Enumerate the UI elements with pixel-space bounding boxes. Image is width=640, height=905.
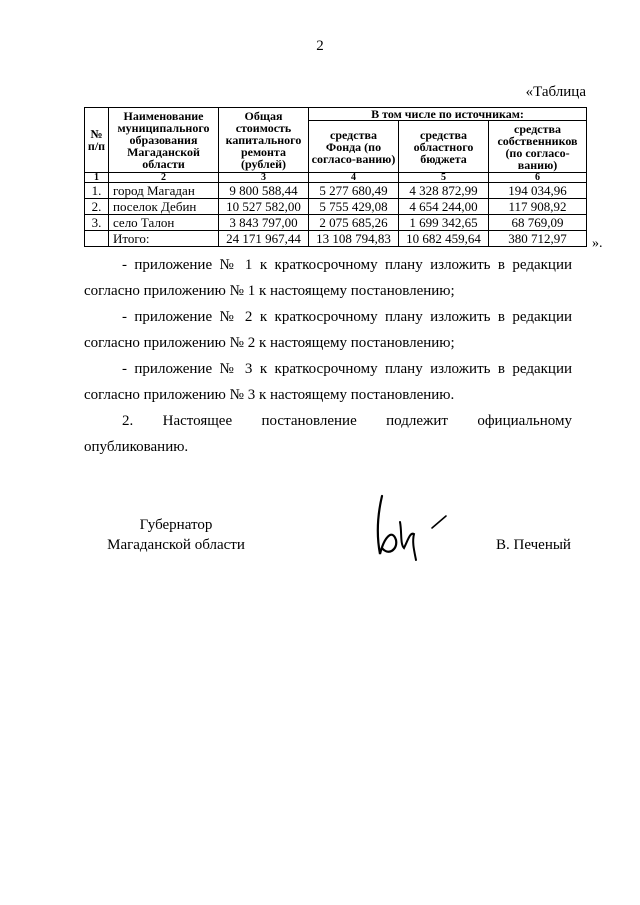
row-name: село Талон [109, 215, 219, 231]
signatory-title-line: Губернатор [139, 517, 213, 533]
funding-table [84, 107, 587, 247]
table-row [85, 183, 587, 199]
page-number: 2 [316, 38, 324, 54]
row-total: 3 843 797,00 [219, 215, 309, 231]
column-number: 1 [85, 173, 109, 183]
paragraph-line: - приложение № 3 к краткосрочному плану изложить в редакции [122, 361, 572, 377]
row-fund: 2 075 685,26 [309, 215, 399, 231]
row-regional: 4 328 872,99 [399, 183, 489, 199]
table-totals-row [85, 231, 587, 247]
totals-empty-cell [85, 231, 109, 247]
paragraph-publication [84, 408, 572, 460]
row-owners: 117 908,92 [489, 199, 587, 215]
totals-label: Итого: [109, 231, 219, 247]
paragraph-line: опубликованию. [84, 439, 189, 455]
row-fund: 5 755 429,08 [309, 199, 399, 215]
column-number: 6 [489, 173, 587, 183]
column-number: 4 [309, 173, 399, 183]
header-num: № п/п [85, 108, 109, 173]
row-num: 2. [85, 199, 109, 215]
table-row [85, 199, 587, 215]
row-name: поселок Дебин [109, 199, 219, 215]
paragraph-appendix-2 [84, 304, 572, 356]
paragraph-line: - приложение № 1 к краткосрочному плану изложить в редакции [122, 257, 572, 273]
header-fund: средства Фонда (по согласо-ванию) [309, 121, 399, 173]
table-close-quote: ». [592, 236, 603, 251]
row-regional: 4 654 244,00 [399, 199, 489, 215]
signatory-name: В. Печеный [496, 537, 571, 553]
row-owners: 68 769,09 [489, 215, 587, 231]
signatory-title-line: Магаданской области [107, 537, 245, 553]
paragraph-line: - приложение № 2 к краткосрочному плану изложить в редакции [122, 309, 572, 325]
totals-fund: 13 108 794,83 [309, 231, 399, 247]
row-total: 10 527 582,00 [219, 199, 309, 215]
row-name: город Магадан [109, 183, 219, 199]
paragraph-line: 2. Настоящее постановление подлежит официальному [122, 413, 572, 429]
totals-regional: 10 682 459,64 [399, 231, 489, 247]
row-owners: 194 034,96 [489, 183, 587, 199]
row-num: 1. [85, 183, 109, 199]
header-total: Общая стоимость капитального ремонта (рублей) [219, 108, 309, 173]
totals-owners: 380 712,97 [489, 231, 587, 247]
column-number-row [85, 173, 587, 183]
row-regional: 1 699 342,65 [399, 215, 489, 231]
row-total: 9 800 588,44 [219, 183, 309, 199]
column-number: 3 [219, 173, 309, 183]
table-header-row [85, 108, 587, 121]
column-number: 5 [399, 173, 489, 183]
handwritten-signature [370, 488, 460, 563]
signatory-title [96, 515, 256, 555]
totals-total: 24 171 967,44 [219, 231, 309, 247]
row-fund: 5 277 680,49 [309, 183, 399, 199]
paragraph-line: согласно приложению № 1 к настоящему постановлению; [84, 283, 455, 299]
paragraph-appendix-1 [84, 252, 572, 304]
column-number: 2 [109, 173, 219, 183]
header-owners: средства собственников (по согласо-ванию) [489, 121, 587, 173]
paragraph-appendix-3 [84, 356, 572, 408]
paragraph-line: согласно приложению № 2 к настоящему постановлению; [84, 335, 455, 351]
header-sources: В том числе по источникам: [309, 108, 587, 121]
table-caption: «Таблица [525, 84, 586, 100]
row-num: 3. [85, 215, 109, 231]
table-row [85, 215, 587, 231]
paragraph-line: согласно приложению № 3 к настоящему постановлению. [84, 387, 455, 403]
header-regional: средства областного бюджета [399, 121, 489, 173]
header-name: Наименование муниципального образования Магаданской области [109, 108, 219, 173]
